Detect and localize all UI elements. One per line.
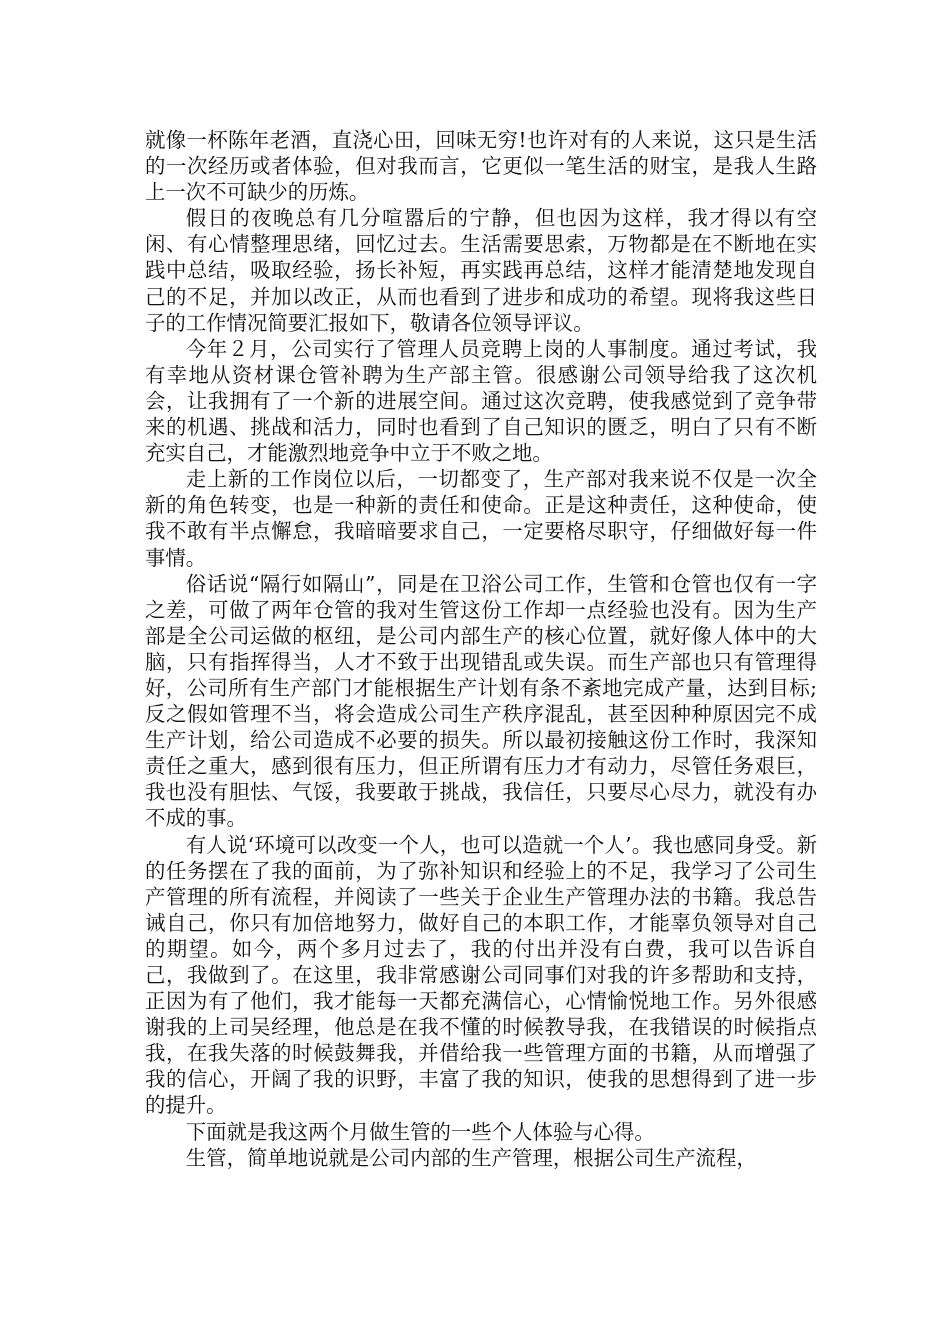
paragraph-4: 走上新的工作岗位以后，一切都变了，生产部对我来说不仅是一次全新的角色转变，也是一种新的责任和使命。正是这种责任，这种使命，使我不敢有半点懈怠，我暗暗要求自己，一定要格尽职守，仔细做好每一件事情。 [145, 467, 817, 570]
paragraph-2: 假日的夜晚总有几分喧嚣后的宁静，但也因为这样，我才得以有空闲、有心情整理思绪，回忆过去。生活需要思索，万物都是在不断地在实践中总结，吸取经验，扬长补短，再实践再总结，这样才能清楚地发现自己的不足，并加以改正，从而也看到了进步和成功的希望。现将我这些日子的工作情况简要汇报如下，敬请各位领导评议。 [145, 206, 817, 335]
paragraph-1: 就像一杯陈年老酒，直浇心田，回味无穷!也许对有的人来说，这只是生活的一次经历或者体验，但对我而言，它更似一笔生活的财宝，是我人生路上一次不可缺少的历炼。 [145, 128, 817, 205]
paragraph-7: 下面就是我这两个月做生管的一些个人体验与心得。 [185, 1119, 655, 1144]
paragraph-6: 有人说‘环境可以改变一个人，也可以造就一个人’。我也感同身受。新的任务摆在了我的面前，为了弥补知识和经验上的不足，我学习了公司生产管理的所有流程，并阅读了一些关于企业生产管理办法的书籍。我总告诫自己，你只有加倍地努力，做好自己的本职工作，才能辜负领导对自己的期望。如今，两个多月过去了，我的付出并没有白费，我可以告诉自己，我做到了。在这里，我非常感谢公司同事们对我的许多帮助和支持，正因为有了他们，我才能每一天都充满信心，心情愉悦地工作。另外很感谢我的上司吴经理，他总是在我不懂的时候教导我，在我错误的时候指点我，在我失落的时候鼓舞我，并借给我一些管理方面的书籍，从而增强了我的信心，开阔了我的识野，丰富了我的知识，使我的思想得到了进一步的提升。 [145, 832, 817, 1118]
paragraph-3: 今年２月，公司实行了管理人员竞聘上岗的人事制度。通过考试，我有幸地从资材课仓管补聘为生产部主管。很感谢公司领导给我了这次机会，让我拥有了一个新的进展空间。通过这次竞聘，使我感觉到了竞争带来的机遇、挑战和活力，同时也看到了自己知识的匮乏，明白了只有不断充实自己，才能激烈地竞争中立于不败之地。 [145, 336, 817, 466]
paragraph-5: 俗话说“隔行如隔山”，同是在卫浴公司工作，生管和仓管也仅有一字之差，可做了两年仓管的我对生管这份工作却一点经验也没有。因为生产部是全公司运做的枢纽，是公司内部生产的核心位置，就好像人体中的大脑，只有指挥得当，人才不致于出现错乱或失误。而生产部也只有管理得好，公司所有生产部门才能根据生产计划有条不紊地完成产量，达到目标;反之假如管理不当，将会造成公司生产秩序混乱，甚至因种种原因完不成生产计划，给公司造成不必要的损失。所以最初接触这份工作时，我深知责任之重大，感到很有压力，但正所谓有压力才有动力，尽管任务艰巨，我也没有胆怯、气馁，我要敢于挑战，我信任，只要尽心尽力，就没有办不成的事。 [145, 571, 817, 831]
document-body [145, 127, 817, 1171]
paragraph-8: 生管，简单地说就是公司内部的生产管理，根据公司生产流程， [185, 1145, 757, 1170]
